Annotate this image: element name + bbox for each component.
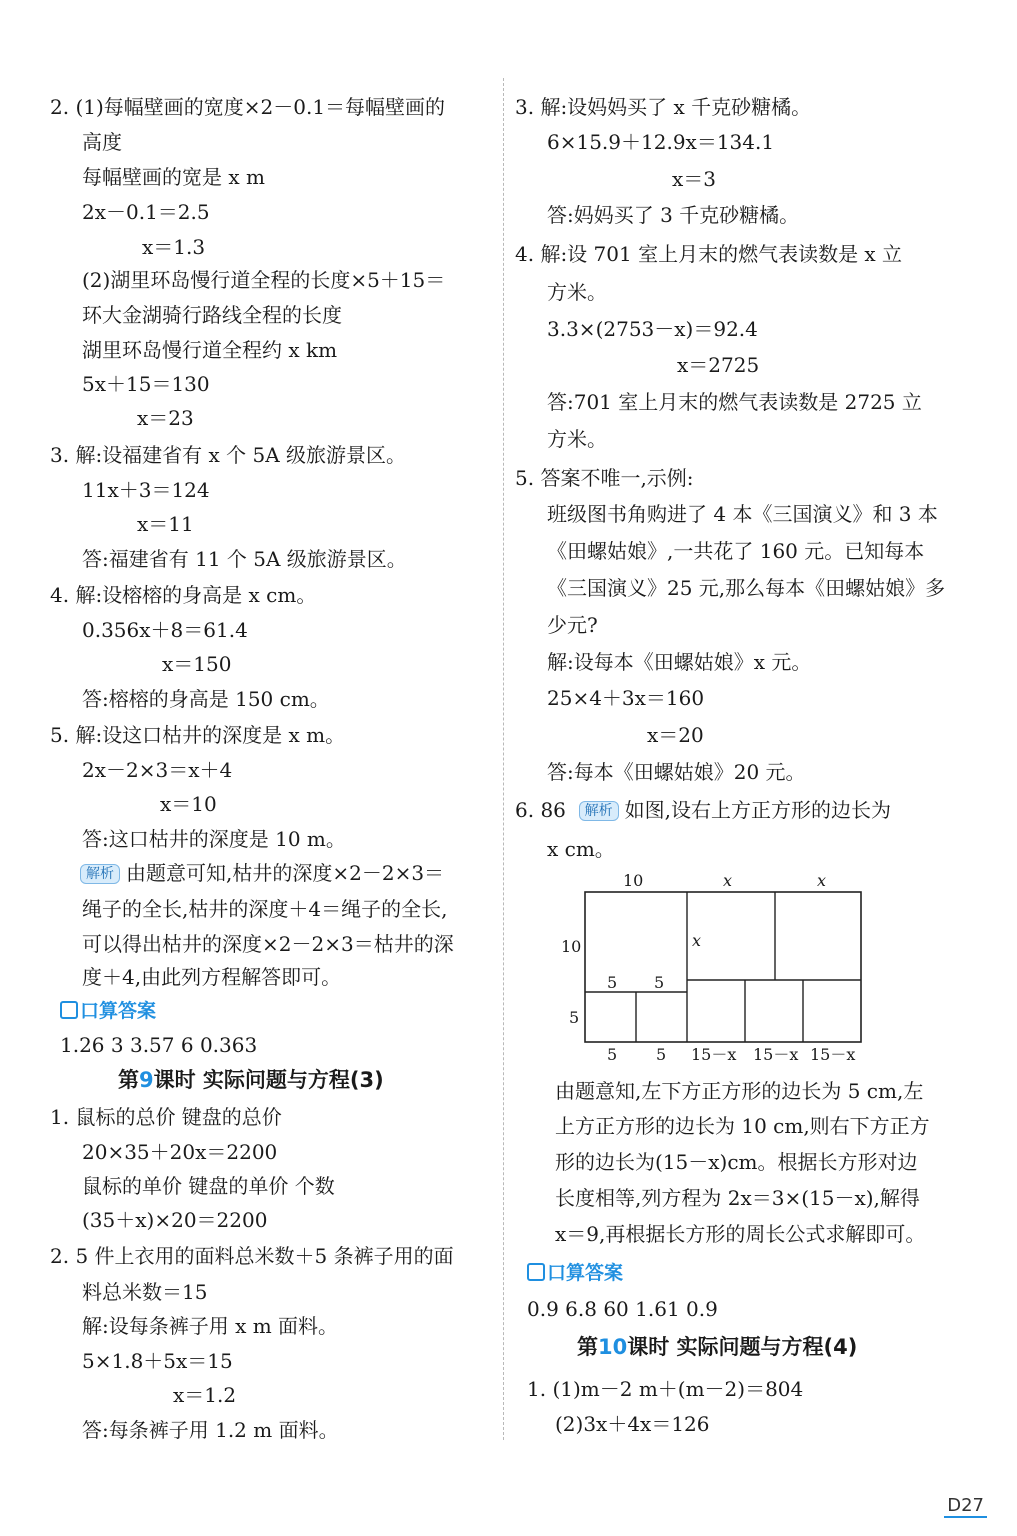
answer-line: 少元? [547,613,598,637]
answer-line: (2)湖里环岛慢行道全程的长度×5＋15＝ [82,268,446,292]
label-left-5: 5 [569,1008,580,1027]
label-top-10: 10 [623,871,644,890]
answer-line: 3.3×(2753－x)＝92.4 [547,317,758,341]
answer-line: x＝2725 [677,353,760,377]
answer-line: 每幅壁画的宽是 x m [82,165,265,189]
answer-line: x cm。 [547,837,615,861]
squares-figure [555,868,915,1068]
label-left-10: 10 [561,937,582,956]
analysis-tag: 解析 [579,801,619,821]
answer-line: 2. (1)每幅壁画的宽度×2－0.1＝每幅壁画的 [50,95,446,119]
answer-line: 《三国演义》25 元,那么每本《田螺姑娘》多 [547,576,946,600]
answer-line: 解:设每本《田螺姑娘》x 元。 [547,650,812,674]
answer-line: 高度 [82,130,122,154]
answer-line: 答:每条裤子用 1.2 m 面料。 [82,1418,339,1442]
answer-line: 答:妈妈买了 3 千克砂糖橘。 [547,203,800,227]
label-bottom-15x1: 15－x [691,1045,737,1064]
answer-line: x＝3 [672,167,717,191]
analysis-line: 长度相等,列方程为 2x＝3×(15－x),解得 [555,1186,920,1210]
column-divider [503,78,504,1440]
answer-line: 班级图书角购进了 4 本《三国演义》和 3 本 [547,502,938,526]
answer-line: 4. 解:设榕榕的身高是 x cm。 [50,583,317,607]
answer-line: 方米。 [547,427,607,451]
answer-line: 5. 答案不唯一,示例: [515,466,694,490]
label-inner-x: x [692,931,702,950]
analysis-tag: 解析 [80,864,120,884]
label-inner-5b: 5 [654,973,665,992]
answer-line: 5×1.8＋5x＝15 [82,1349,233,1373]
label-top-x2: x [817,871,827,890]
answer-line: x＝20 [647,723,704,747]
label-bottom-5b: 5 [656,1045,667,1064]
answer-line: 环大金湖骑行路线全程的长度 [82,303,342,327]
answer-line: 答:每本《田螺姑娘》20 元。 [547,760,806,784]
answer-line: (2)3x＋4x＝126 [555,1412,710,1436]
answer-line: 料总米数＝15 [82,1280,208,1304]
analysis-line: 度＋4,由此列方程解答即可。 [82,965,342,989]
answer-line: 5. 解:设这口枯井的深度是 x m。 [50,723,346,747]
answer-line: 25×4＋3x＝160 [547,686,705,710]
mental-math-title: 口算答案 [60,999,156,1023]
answer-line: x＝11 [137,512,194,536]
answer-line: 11x＋3＝124 [82,478,210,502]
mental-math-title: 口算答案 [527,1261,623,1285]
answer-line: 3. 解:设福建省有 x 个 5A 级旅游景区。 [50,443,407,467]
label-inner-5a: 5 [607,973,618,992]
analysis-line: 由题意知,左下方正方形的边长为 5 cm,左 [555,1079,924,1103]
answer-line: 0.356x＋8＝61.4 [82,618,248,642]
answer-line: 2x－0.1＝2.5 [82,200,210,224]
answer-line: (35＋x)×20＝2200 [82,1208,268,1232]
mental-math-answers: 0.9 6.8 60 1.61 0.9 [527,1297,718,1321]
answer-line: 5x＋15＝130 [82,372,210,396]
answer-line: 2. 5 件上衣用的面料总米数＋5 条裤子用的面 [50,1244,454,1268]
answer-line: 4. 解:设 701 室上月末的燃气表读数是 x 立 [515,242,903,266]
label-bottom-5a: 5 [607,1045,618,1064]
answer-line: 《田螺姑娘》,一共花了 160 元。已知每本 [547,539,925,563]
answer-line: 2x－2×3＝x＋4 [82,758,233,782]
analysis-line: 形的边长为(15－x)cm。根据长方形对边 [555,1150,918,1174]
answer-line: 方米。 [547,280,607,304]
lesson-10-heading: 第10课时 实际问题与方程(4) [577,1335,858,1359]
answer-line: 湖里环岛慢行道全程约 x km [82,338,338,362]
answer-line: 答:这口枯井的深度是 10 m。 [82,827,346,851]
answer-line: 1. (1)m－2 m＋(m－2)＝804 [527,1377,804,1401]
page-number: D27 [944,1495,987,1516]
label-bottom-15x2: 15－x [753,1045,799,1064]
answer-line: 答:福建省有 11 个 5A 级旅游景区。 [82,547,407,571]
label-bottom-15x3: 15－x [810,1045,856,1064]
label-top-x1: x [723,871,733,890]
answer-line: 答:榕榕的身高是 150 cm。 [82,687,330,711]
answer-line: x＝23 [137,406,194,430]
analysis-line: 绳子的全长,枯井的深度＋4＝绳子的全长, [82,897,448,921]
answer-line: 3. 解:设妈妈买了 x 千克砂糖橘。 [515,95,812,119]
answer-line: 鼠标的单价 键盘的单价 个数 [82,1174,335,1198]
analysis-line: 解析 由题意可知,枯井的深度×2－2×3＝ [80,861,444,885]
analysis-line: 上方正方形的边长为 10 cm,则右下方正方 [555,1114,930,1138]
answer-line: x＝1.2 [173,1383,237,1407]
answer-line: 6×15.9＋12.9x＝134.1 [547,130,775,154]
analysis-line: 可以得出枯井的深度×2－2×3＝枯井的深 [82,932,454,956]
answer-line: 解:设每条裤子用 x m 面料。 [82,1314,339,1338]
answer-line: x＝1.3 [142,235,206,259]
lesson-9-heading: 第9课时 实际问题与方程(3) [118,1068,384,1092]
answer-line: 6. 86 解析 如图,设右上方正方形的边长为 [515,798,891,822]
answer-line: x＝150 [162,652,232,676]
answer-line: 20×35＋20x＝2200 [82,1140,278,1164]
answer-line: 1. 鼠标的总价 键盘的总价 [50,1105,282,1129]
analysis-line: x＝9,再根据长方形的周长公式求解即可。 [555,1222,926,1246]
mental-math-answers: 1.26 3 3.57 6 0.363 [60,1033,258,1057]
answer-line: x＝10 [160,792,217,816]
answer-line: 答:701 室上月末的燃气表读数是 2725 立 [547,390,922,414]
